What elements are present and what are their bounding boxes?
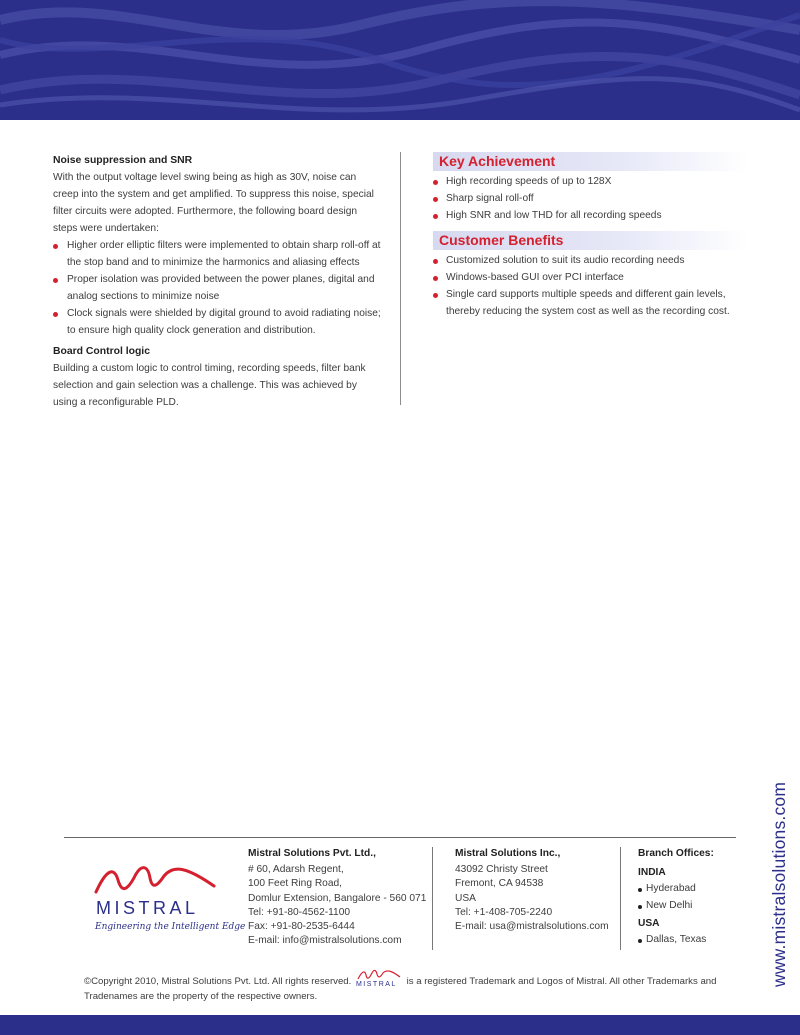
website-url: www.mistralsolutions.com <box>769 781 789 987</box>
branch-offices-title: Branch Offices: <box>638 848 714 859</box>
list-item: Higher order elliptic filters were implemented to obtain sharp roll-off at the stop band and to minimize the harmonics and aliasing effects <box>53 237 383 271</box>
address-line: # 60, Adarsh Regent, <box>248 864 344 876</box>
list-item: Single card supports multiple speeds and different gain levels, thereby reducing the system cost as well as the recording cost. <box>433 286 753 320</box>
right-column <box>433 152 753 320</box>
bullet-icon <box>53 244 58 249</box>
copyright-notice <box>84 972 734 1004</box>
noise-bullet-list <box>53 237 383 339</box>
list-item: Windows-based GUI over PCI interface <box>433 269 753 286</box>
bullet-icon <box>433 259 438 264</box>
branch-item: New Delhi <box>638 899 738 913</box>
logo-wordmark: MISTRAL <box>96 898 199 918</box>
logo-tagline: Engineering the Intelligent Edge <box>95 922 246 932</box>
board-control-paragraph: Building a custom logic to control timing, recording speeds, filter bank selection and gain selection was a challenge. This was achieved by using a reconfigurable PLD. <box>53 363 366 408</box>
header-banner <box>0 0 800 120</box>
customer-benefits-list <box>433 252 753 320</box>
bullet-icon <box>433 180 438 185</box>
mistral-logo <box>84 860 246 940</box>
footer-divider <box>432 847 433 950</box>
key-achievement-list <box>433 173 753 224</box>
branch-india-label: INDIA <box>638 867 666 879</box>
noise-heading: Noise suppression and SNR <box>53 155 193 166</box>
branch-item: Hyderabad <box>638 882 738 896</box>
trademark-text: is a registered Trademark and Logos of Mistral. All other Trademarks and Tradenames are the property of the respective owners. <box>84 976 717 1002</box>
copyright-text: ©Copyright 2010, Mistral Solutions Pvt. Ltd. All rights reserved. <box>84 976 352 987</box>
phone-line: Tel: +1-408-705-2240 <box>455 906 553 918</box>
key-achievement-heading: Key Achievement <box>433 152 748 171</box>
phone-line: Tel: +91-80-4562-1100 <box>248 906 351 918</box>
footer-rule <box>64 837 736 838</box>
usa-office-title: Mistral Solutions Inc., <box>455 848 561 859</box>
footer-divider <box>620 847 621 950</box>
address-line: 100 Feet Ring Road, <box>248 878 343 890</box>
fax-line: Fax: +91-80-2535-6444 <box>248 921 355 933</box>
list-item: Clock signals were shielded by digital ground to avoid radiating noise; to ensure high quality clock generation and distribution. <box>53 305 383 339</box>
customer-benefits-heading: Customer Benefits <box>433 231 748 250</box>
address-line: USA <box>455 892 476 904</box>
footer-bar <box>0 1015 800 1035</box>
bullet-icon <box>433 293 438 298</box>
branch-offices <box>638 847 738 947</box>
left-column <box>53 152 383 411</box>
branch-item: Dallas, Texas <box>638 933 738 947</box>
wave-pattern <box>0 0 800 120</box>
branch-usa-label: USA <box>638 917 660 929</box>
email-line: E-mail: usa@mistralsolutions.com <box>455 921 609 933</box>
list-item: High SNR and low THD for all recording speeds <box>433 207 753 224</box>
noise-paragraph: With the output voltage level swing being as high as 30V, noise can creep into the system and get amplified. To suppress this noise, special filter circuits were adopted. Furthermore, the following board design steps were undertaken: <box>53 172 374 234</box>
india-office-address <box>248 847 428 948</box>
list-item: Proper isolation was provided between the power planes, digital and analog sections to minimize noise <box>53 271 383 305</box>
bullet-icon <box>53 312 58 317</box>
board-control-heading: Board Control logic <box>53 346 150 357</box>
address-line: Domlur Extension, Bangalore - 560 071 <box>248 892 427 904</box>
address-line: Fremont, CA 94538 <box>455 878 544 890</box>
inline-logo-word: MISTRAL <box>355 981 397 988</box>
bullet-icon <box>433 214 438 219</box>
list-item: High recording speeds of up to 128X <box>433 173 753 190</box>
logo-swoosh-icon <box>84 860 234 900</box>
list-item: Sharp signal roll-off <box>433 190 753 207</box>
email-line: E-mail: info@mistralsolutions.com <box>248 935 402 947</box>
india-office-title: Mistral Solutions Pvt. Ltd., <box>248 848 376 859</box>
column-divider <box>400 152 401 405</box>
list-item: Customized solution to suit its audio recording needs <box>433 252 753 269</box>
address-line: 43092 Christy Street <box>455 864 548 876</box>
inline-mistral-logo <box>354 972 404 986</box>
usa-office-address <box>455 847 620 934</box>
bullet-icon <box>433 276 438 281</box>
bullet-icon <box>53 278 58 283</box>
bullet-icon <box>433 197 438 202</box>
